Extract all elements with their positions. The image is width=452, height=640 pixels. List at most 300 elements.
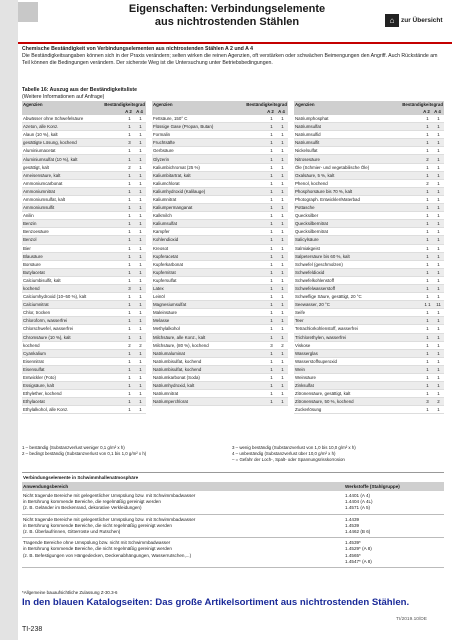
intro-body: Die Beständigkeitsangaben können sich in der Praxis verändern; selten wirken die reinen Agenzien, oft verstärken oder schwächen Beimengungen den Angriff. Auch Rückstände am Teil können die Bedingungen verändern. Der sicherste Weg ist die Untersuchung unter Betriebsbedingungen. — [22, 53, 438, 66]
grade-a4: 1 — [281, 140, 284, 146]
grade-a2: 1 — [426, 237, 429, 243]
table-row — [22, 261, 146, 269]
agent-name: Maleinsäure — [153, 310, 177, 316]
agent-name: Kohlendioxid — [153, 237, 179, 243]
grade-a2: 1 — [426, 124, 429, 130]
grade-a4: 1 — [281, 205, 284, 211]
header-a4: A 4 — [434, 109, 441, 114]
agent-name: Chromsäure (10 %), kalt — [23, 334, 71, 340]
agent-name: Kaliumchlorat — [153, 180, 180, 186]
grade-a4: 1 — [437, 342, 440, 348]
table-row — [152, 293, 288, 301]
grade-a2: 1 — [426, 407, 429, 413]
grade-a4: 1 — [437, 180, 440, 186]
grade-a2: 1 — [270, 310, 273, 316]
table-row — [152, 155, 288, 163]
agent-name: Essigsäure, kalt — [23, 383, 54, 389]
grade-a2: 3 — [270, 342, 273, 348]
agent-name: kochend — [23, 342, 40, 348]
agent-name: Schwefelwasserstoff — [295, 286, 335, 292]
grade-a2: 1 — [270, 196, 273, 202]
grade-a2: 1 — [426, 277, 429, 283]
agent-name: Wein — [295, 366, 305, 372]
grade-a2: 1 — [128, 180, 131, 186]
grade-a2: 1 — [426, 205, 429, 211]
agent-name: Formalin — [153, 132, 171, 138]
table-row — [152, 342, 288, 350]
grade-a2: 1 — [426, 294, 429, 300]
grade-a2: 1 — [270, 237, 273, 243]
section-row — [22, 538, 444, 568]
grade-a2: 1 — [270, 399, 273, 405]
agent-name: Seife — [295, 310, 306, 316]
agent-name: Glyzerin — [153, 156, 170, 162]
grade-a2: 1 — [128, 253, 131, 259]
agent-name: Calciumhydroxid (10–50 %), kalt — [23, 294, 87, 300]
grade-a4: 1 — [139, 310, 142, 316]
back-to-overview-label: zur Übersicht — [401, 17, 443, 24]
grade-a4: 1 — [281, 375, 284, 381]
grade-a4: 1 — [139, 407, 142, 413]
agent-name: Ethylacetat — [23, 399, 45, 405]
grade-a4: 1 — [139, 383, 142, 389]
agent-name: Kaliumnitrat — [153, 196, 177, 202]
grade-a4: 1 — [281, 366, 284, 372]
table-row — [22, 309, 146, 317]
table-row — [294, 220, 444, 228]
col-header-application: Anwendungsbereich — [23, 484, 69, 489]
table-row — [294, 382, 444, 390]
grade-a2: 1 — [270, 188, 273, 194]
grade-a2: 1 — [128, 375, 131, 381]
description-line: (z. B. Geländer im Beckenrand, dekorative Verkleidungen) — [23, 505, 142, 511]
table-row — [152, 131, 288, 139]
grade-a2: 1 — [128, 205, 131, 211]
grade-a4: 1 — [281, 253, 284, 259]
section-rows — [22, 491, 444, 568]
table-row — [22, 301, 146, 309]
grade-a4: 1 — [281, 269, 284, 275]
table-row — [294, 398, 444, 406]
grade-a4: 2 — [139, 342, 142, 348]
table-row — [22, 139, 146, 147]
table-row — [294, 285, 444, 293]
grade-a2: 1 — [426, 140, 429, 146]
page-title-line-2: aus nichtrostenden Stählen — [154, 16, 300, 28]
agent-name: Gerbsäure — [153, 148, 174, 154]
table-row — [294, 172, 444, 180]
grade-a4: 1 — [281, 221, 284, 227]
material-item: 1.4547* (A 8) — [345, 558, 372, 564]
grade-a4: 1 — [139, 140, 142, 146]
intro-heading: Chemische Beständigkeit von Verbindungselementen aus nichtrostenden Stählen A 2 und A 4 — [22, 46, 253, 52]
grade-a2: 1 — [426, 229, 429, 235]
grade-a2: 1 — [426, 213, 429, 219]
resistance-table-column-1 — [22, 101, 146, 414]
grade-a4: 1 — [281, 350, 284, 356]
agent-name: Quecksilbernitrat — [295, 229, 328, 235]
table-row — [152, 253, 288, 261]
grade-a2: 1 — [128, 302, 131, 308]
table-row — [294, 236, 444, 244]
grade-a2: 1 — [270, 277, 273, 283]
header-grades — [421, 109, 443, 114]
grade-a2: 1 — [128, 391, 131, 397]
table-row — [22, 147, 146, 155]
grade-a4: 1 — [281, 318, 284, 324]
grade-a4: 1 — [139, 180, 142, 186]
agent-name: Teer — [295, 318, 304, 324]
material-item: 1.4404 (A 4L) — [345, 499, 373, 505]
table-row — [22, 220, 146, 228]
grade-a2: 2 — [426, 180, 429, 186]
table-row — [294, 139, 444, 147]
table-subtitle: (Weitere Informationen auf Anfrage) — [22, 93, 105, 100]
grade-a2: 1 — [270, 132, 273, 138]
agent-name: Kaliumbichromat (25 %) — [153, 164, 200, 170]
grade-a2: 3 — [128, 286, 131, 292]
table-row — [152, 188, 288, 196]
grade-a4: 1 — [281, 180, 284, 186]
grade-a4: 1 — [139, 164, 142, 170]
grade-a2: 1 — [270, 205, 273, 211]
table-row — [22, 196, 146, 204]
table-row — [294, 147, 444, 155]
agent-name: Leinöl — [153, 294, 165, 300]
agent-name: Azeton, alle Konz. — [23, 124, 59, 130]
grade-a2: 1 — [270, 148, 273, 154]
agent-name: Schweflige Säure, gesättigt, 20 °C — [295, 294, 362, 300]
grade-a4: 1 — [139, 124, 142, 130]
grade-a2: 1 — [270, 326, 273, 332]
material-item: 1.4571 (A 5) — [345, 505, 371, 511]
grade-a2: 1 — [426, 253, 429, 259]
agent-name: Salmiakgeist — [295, 245, 320, 251]
table-row — [22, 155, 146, 163]
grade-a2: 1 — [426, 286, 429, 292]
grade-a2: 1 — [128, 229, 131, 235]
grade-a2: 3 — [128, 140, 131, 146]
description-line: in Berührung kommende Bereiche, die regelmäßig gereinigt werden — [23, 499, 161, 505]
table-row — [152, 164, 288, 172]
description-line: Tragende Bereiche ohne Umspülung bzw. nicht mit Schwimmbadwasser — [23, 540, 171, 546]
grade-a4: 1 — [139, 156, 142, 162]
header-grades — [123, 109, 145, 114]
agent-name: Salpetersäure bis 60 %, kalt — [295, 253, 350, 259]
grade-a4: 1 — [437, 245, 440, 251]
application-description — [23, 540, 345, 565]
grade-a2: 1 — [426, 269, 429, 275]
header-a2: A 2 — [125, 109, 132, 114]
table-row — [22, 350, 146, 358]
grade-a2: 1 — [426, 196, 429, 202]
page-number: TI-238 — [22, 626, 43, 633]
header-agent: Agenzien — [295, 102, 315, 107]
agent-name: Methylalkohol — [153, 326, 180, 332]
grade-a2: 1 — [426, 342, 429, 348]
grade-a2: 1 — [270, 156, 273, 162]
grade-a2: 1 — [128, 358, 131, 364]
grade-a2: 1 — [426, 148, 429, 154]
table-row — [22, 374, 146, 382]
grade-a4: 1 — [437, 164, 440, 170]
agent-name: Phosphorsäure bis 70 %, kalt — [295, 188, 353, 194]
grade-a2: 1 — [128, 156, 131, 162]
grade-a4: 1 — [437, 334, 440, 340]
grade-a2: 1 — [270, 366, 273, 372]
header-grades — [265, 109, 287, 114]
table-row — [152, 325, 288, 333]
grade-a2: 1 — [128, 188, 131, 194]
grade-a4: 1 — [437, 391, 440, 397]
table-row — [294, 204, 444, 212]
grade-a2: 1 — [128, 334, 131, 340]
home-icon: ⌂ — [385, 14, 399, 27]
agent-name: Alaun (10 %), kalt — [23, 132, 58, 138]
grade-a2: 1 — [270, 213, 273, 219]
table-row — [22, 398, 146, 406]
grade-a2: 1 — [426, 334, 429, 340]
table-row — [294, 301, 444, 309]
grade-a2: 1 — [426, 310, 429, 316]
material-item: 1.4529* (A 8) — [345, 546, 372, 552]
agent-name: Ameisensäure, kalt — [23, 172, 61, 178]
agent-name: Oxalsäure, 5 %, kalt — [295, 172, 335, 178]
table-row — [22, 390, 146, 398]
grade-a2: 1 — [128, 148, 131, 154]
agent-name: Chlor, trocken — [23, 310, 51, 316]
table-row — [22, 123, 146, 131]
resistance-table-column-3 — [294, 101, 444, 414]
grade-a2: 1 — [426, 383, 429, 389]
table-row — [22, 131, 146, 139]
grade-a4: 1 — [139, 399, 142, 405]
table-row — [22, 228, 146, 236]
grade-a2: 1 — [270, 375, 273, 381]
grade-a2: 1 — [426, 318, 429, 324]
grade-a2: 1 — [270, 334, 273, 340]
grade-a4: 1 — [437, 132, 440, 138]
grade-a2: 1 — [128, 399, 131, 405]
grade-a2: 1 — [128, 383, 131, 389]
grade-a4: 1 — [139, 269, 142, 275]
table-row — [152, 204, 288, 212]
grade-a4: 1 — [139, 188, 142, 194]
agent-name: Natriumhydroxid, kalt — [153, 383, 195, 389]
agent-name: Calciumbisulfit, kalt — [23, 277, 61, 283]
grade-a2: 1 — [426, 188, 429, 194]
table-header — [22, 101, 146, 115]
grade-a4: 1 — [139, 132, 142, 138]
grade-a4: 1 — [437, 116, 440, 122]
table-row — [22, 382, 146, 390]
back-to-overview-link[interactable] — [385, 14, 443, 27]
agent-name: Seewasser, 20 °C — [295, 302, 330, 308]
agent-name: gesättigte Lösung, kochend — [23, 140, 77, 146]
grade-a2: 1 — [128, 269, 131, 275]
table-row — [294, 269, 444, 277]
table-row — [294, 277, 444, 285]
table-row — [294, 334, 444, 342]
grade-a4: 1 — [281, 277, 284, 283]
agent-name: Wasserglas — [295, 350, 318, 356]
grade-a2: 1 — [270, 261, 273, 267]
grade-a2: 1 — [270, 358, 273, 364]
grade-a4: 2 — [281, 342, 284, 348]
grade-a4: 1 — [139, 375, 142, 381]
agent-name: Kaliumsulfat — [153, 221, 177, 227]
grade-a4: 1 — [139, 205, 142, 211]
agent-name: Ammoniumcarbonat — [23, 180, 63, 186]
grade-a4: 1 — [281, 399, 284, 405]
grade-a4: 11 — [436, 302, 441, 308]
legend-item: 3 – wenig beständig (Substanzverlust von 1,0 bis 10,0 g/m² x h) — [232, 445, 356, 450]
material-list — [345, 517, 443, 536]
table-row — [22, 293, 146, 301]
table-caption — [22, 87, 137, 100]
agent-name: Milchsäure, (80 %), kochend — [153, 342, 209, 348]
table-row — [294, 374, 444, 382]
table-row — [294, 196, 444, 204]
grade-a2: 1 — [426, 375, 429, 381]
agent-name: Kupfersulfat — [153, 277, 177, 283]
agent-name: Fruchtsäfte — [153, 140, 175, 146]
table-row — [152, 301, 288, 309]
header-agent: Agenzien — [23, 102, 43, 107]
col-header-material: Werkstoffe (Stahlgruppe) — [345, 484, 400, 489]
page-title-line-1: Eigenschaften: Verbindungselemente — [128, 3, 326, 15]
legend-item: 2 – bedingt beständig (Substanzverlust von 0,1 bis 1,0 g/m² x h) — [22, 451, 147, 456]
grade-a4: 1 — [139, 286, 142, 292]
table-row — [294, 164, 444, 172]
table-row — [152, 277, 288, 285]
agent-name: Natriumsulfit — [295, 140, 320, 146]
agent-name: gesättigt, kalt — [23, 164, 49, 170]
footnote: *Allgemeine bauaufsichtliche Zulassung Z-30.3-6 — [22, 590, 118, 595]
grade-a4: 1 — [139, 350, 142, 356]
agent-name: Kupfernitrat — [153, 269, 176, 275]
grade-a4: 1 — [281, 164, 284, 170]
grade-a4: 1 — [139, 253, 142, 259]
grade-a4: 1 — [437, 213, 440, 219]
grade-a2: 1 — [270, 245, 273, 251]
table-row — [22, 245, 146, 253]
grade-a2: 1 — [128, 221, 131, 227]
section-row — [22, 515, 444, 539]
material-item: 1.4539 — [345, 522, 360, 528]
table-row — [22, 366, 146, 374]
description-line: in Berührung kommende Bereiche, die nicht regelmäßig gereinigt werden — [23, 546, 172, 552]
grade-a2: 1 — [426, 326, 429, 332]
table-row — [152, 390, 288, 398]
agent-name: Kampfer — [153, 229, 170, 235]
table-row — [294, 350, 444, 358]
agent-name: Blausäure — [23, 253, 43, 259]
agent-name: Pottasche — [295, 205, 315, 211]
agent-name: Trichlorethylen, wasserfrei — [295, 334, 347, 340]
grade-a2: 1 — [270, 172, 273, 178]
header-grade: Beständigkeitsgrad — [402, 102, 443, 107]
grade-a4: 1 — [437, 383, 440, 389]
agent-name: Weinsäure — [295, 375, 316, 381]
grade-a2: 1 — [270, 253, 273, 259]
legend-right — [232, 445, 356, 463]
grade-a4: 1 — [437, 350, 440, 356]
agent-name: kochend — [23, 286, 40, 292]
header-a2: A 2 — [267, 109, 274, 114]
grade-a2: 1 — [426, 132, 429, 138]
agent-name: Benzol — [23, 237, 37, 243]
table-row — [152, 269, 288, 277]
grade-a4: 1 — [437, 318, 440, 324]
agent-name: Milchsäure, alle Konz., kalt — [153, 334, 206, 340]
grade-a4: 1 — [437, 205, 440, 211]
table-title: Tabelle 16: Auszug aus der Beständigkeitsliste — [22, 87, 138, 93]
grade-a4: 1 — [437, 229, 440, 235]
table-row — [22, 253, 146, 261]
grade-a2: 1 — [270, 229, 273, 235]
grade-a4: 1 — [281, 391, 284, 397]
agent-name: Chlorschwefel, wasserfrei — [23, 326, 74, 332]
grade-a2: 1 — [270, 286, 273, 292]
description-line: Nicht tragende Bereiche mit gelegentlicher Umspülung bzw. mit Schwimmbadwasser — [23, 493, 196, 498]
agent-name: Anilin — [23, 213, 34, 219]
grade-a2: 1 — [270, 269, 273, 275]
table-row — [22, 172, 146, 180]
grade-a4: 1 — [281, 196, 284, 202]
grade-a4: 1 — [437, 269, 440, 275]
agent-name: Quecksilber — [295, 213, 319, 219]
grade-a2: 1 — [128, 318, 131, 324]
grade-a4: 1 — [139, 277, 142, 283]
header-divider — [18, 42, 452, 44]
grade-a4: 1 — [139, 302, 142, 308]
grade-a2: 1 — [128, 132, 131, 138]
agent-name: Zitronensäure, gesättigt, kalt — [295, 391, 351, 397]
page-title — [92, 3, 362, 29]
swimming-pool-section — [22, 472, 444, 568]
table-row — [152, 139, 288, 147]
table-row — [22, 334, 146, 342]
grade-a2: 3 — [426, 399, 429, 405]
grade-a4: 1 — [281, 213, 284, 219]
agent-name: Quecksilbernitrat — [295, 221, 328, 227]
catalog-link-text[interactable]: In den blauen Katalogseiten: Das große Artikelsortiment aus nichtrostenden Stählen. — [22, 597, 410, 608]
grade-a4: 1 — [437, 124, 440, 130]
grade-a2: 1 — [128, 172, 131, 178]
grade-a2: 1 — [270, 294, 273, 300]
grade-a4: 1 — [437, 375, 440, 381]
agent-name: Viskose — [295, 342, 311, 348]
grade-a4: 1 — [139, 326, 142, 332]
grade-a2: 1 — [128, 245, 131, 251]
table-row — [294, 366, 444, 374]
table-row — [22, 269, 146, 277]
agent-name: Aluminiumacetat — [23, 148, 56, 154]
table-row — [152, 382, 288, 390]
table-row — [152, 374, 288, 382]
table-row — [294, 155, 444, 163]
table-row — [152, 172, 288, 180]
agent-name: Borsäure — [23, 261, 41, 267]
intro-section — [22, 46, 442, 66]
grade-a2: 1 — [128, 213, 131, 219]
agent-name: Schwefeldioxid — [295, 269, 325, 275]
agent-name: Ethylalkohol, alle Konz. — [23, 407, 69, 413]
table-row — [294, 309, 444, 317]
grade-a2: 1 — [426, 245, 429, 251]
table-row — [22, 358, 146, 366]
